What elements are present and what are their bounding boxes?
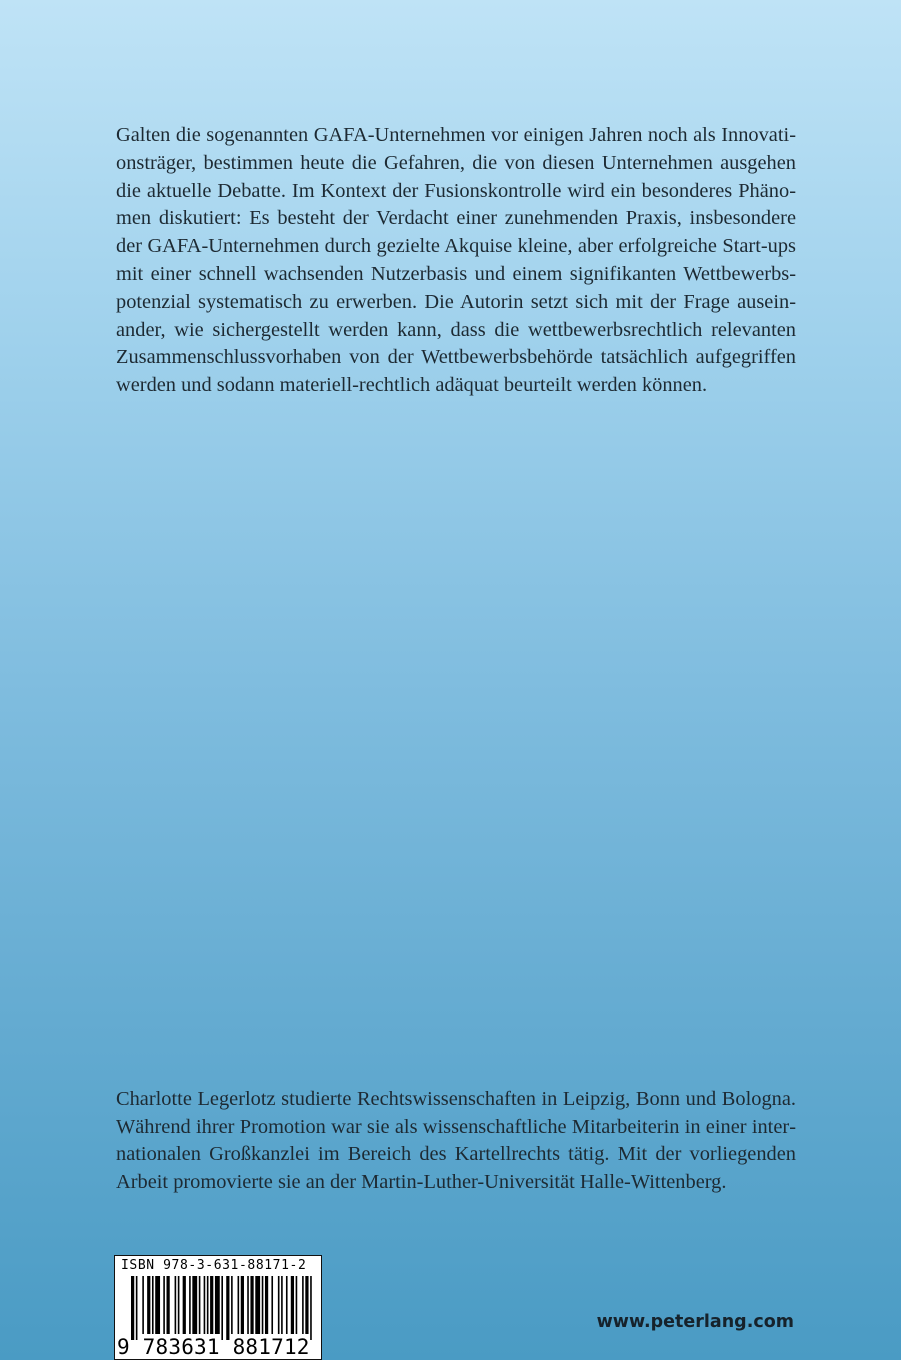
barcode-bar bbox=[226, 1276, 229, 1340]
blurb-text: Galten die sogenannten GAFA-Unternehmen vor einigen Jahren noch als Innovationsträger, bestimmen heute die Gefahren, die von diesen Unternehmen ausgehen die aktuelle Debatte. Im Kontext der Fusionskontrolle wird ein besonderes Phänomen diskutiert: Es besteht der Verdacht einer zunehmenden Praxis, insbesondere der GAFA-Unternehmen durch gezielte Akquise kleine, aber erfolgreiche Start-ups mit einer schnell wachsenden Nutzerbasis und einem signifikanten Wettbewerbspotenzial systematisch zu erwerben. Die Autorin setzt sich mit der Frage auseinander, wie sichergestellt werden kann, dass die wettbewerbsrechtlich relevanten Zusammenschlussvorhaben von der Wettbewerbsbehörde tatsächlich aufgegriffen werden und sodann materiell-rechtlich adäquat beurteilt werden können. bbox=[116, 124, 796, 397]
barcode-bar bbox=[175, 1276, 177, 1334]
barcode-bar bbox=[255, 1276, 260, 1334]
author-bio: Charlotte Legerlotz studierte Rechtswissenschaften in Leipzig, Bonn und Bologna. Während ihrer Promotion war sie als wissenschaftliche Mitarbeiterin in einer internationalen Großkanzlei im Bereich des Kartellrechts tätig. Mit der vorliegenden Arbeit promovierte sie an der Martin-Luther-Universität Halle-Wittenberg. bbox=[116, 1088, 796, 1193]
barcode-bar bbox=[247, 1276, 249, 1334]
barcode-bar bbox=[215, 1276, 220, 1334]
barcode-bar bbox=[271, 1276, 273, 1334]
barcode-bar bbox=[152, 1276, 154, 1334]
barcode-bar bbox=[204, 1276, 206, 1334]
barcode-bar bbox=[241, 1276, 244, 1334]
barcode-bar bbox=[163, 1276, 165, 1334]
isbn-label: ISBN 978-3-631-88171-2 bbox=[121, 1258, 307, 1273]
publisher-url: www.peterlang.com bbox=[596, 1312, 794, 1332]
barcode-bar bbox=[189, 1276, 191, 1334]
barcode-bar bbox=[192, 1276, 197, 1334]
barcode-bar bbox=[281, 1276, 283, 1334]
barcode-bar bbox=[155, 1276, 160, 1334]
barcode-bar bbox=[231, 1276, 233, 1334]
barcode-bar bbox=[136, 1276, 138, 1340]
barcode-bar bbox=[278, 1276, 280, 1334]
barcode-bar bbox=[142, 1276, 144, 1334]
barcode-bar bbox=[207, 1276, 209, 1334]
barcode-bar bbox=[167, 1276, 170, 1334]
barcode-bar bbox=[147, 1276, 150, 1334]
isbn-barcode bbox=[114, 1255, 322, 1360]
barcode-bar bbox=[178, 1276, 180, 1334]
barcode-bar bbox=[302, 1276, 304, 1334]
barcode-bar bbox=[286, 1276, 288, 1334]
barcode-bar bbox=[238, 1276, 240, 1334]
ean-digits: 9 783631 881712 bbox=[117, 1335, 310, 1359]
barcode-bar bbox=[221, 1276, 223, 1340]
barcode-bar bbox=[210, 1276, 213, 1334]
barcode-bar bbox=[131, 1276, 134, 1340]
barcode-bar bbox=[291, 1276, 294, 1334]
barcode-bar bbox=[250, 1276, 253, 1334]
barcode-bar bbox=[183, 1276, 186, 1334]
barcode-bar bbox=[199, 1276, 201, 1334]
barcode-bars bbox=[131, 1276, 315, 1340]
barcode-bar bbox=[262, 1276, 264, 1334]
barcode-bar bbox=[305, 1276, 308, 1334]
barcode-bar bbox=[296, 1276, 298, 1334]
barcode-bar bbox=[310, 1276, 312, 1340]
barcode-bar bbox=[265, 1276, 268, 1334]
